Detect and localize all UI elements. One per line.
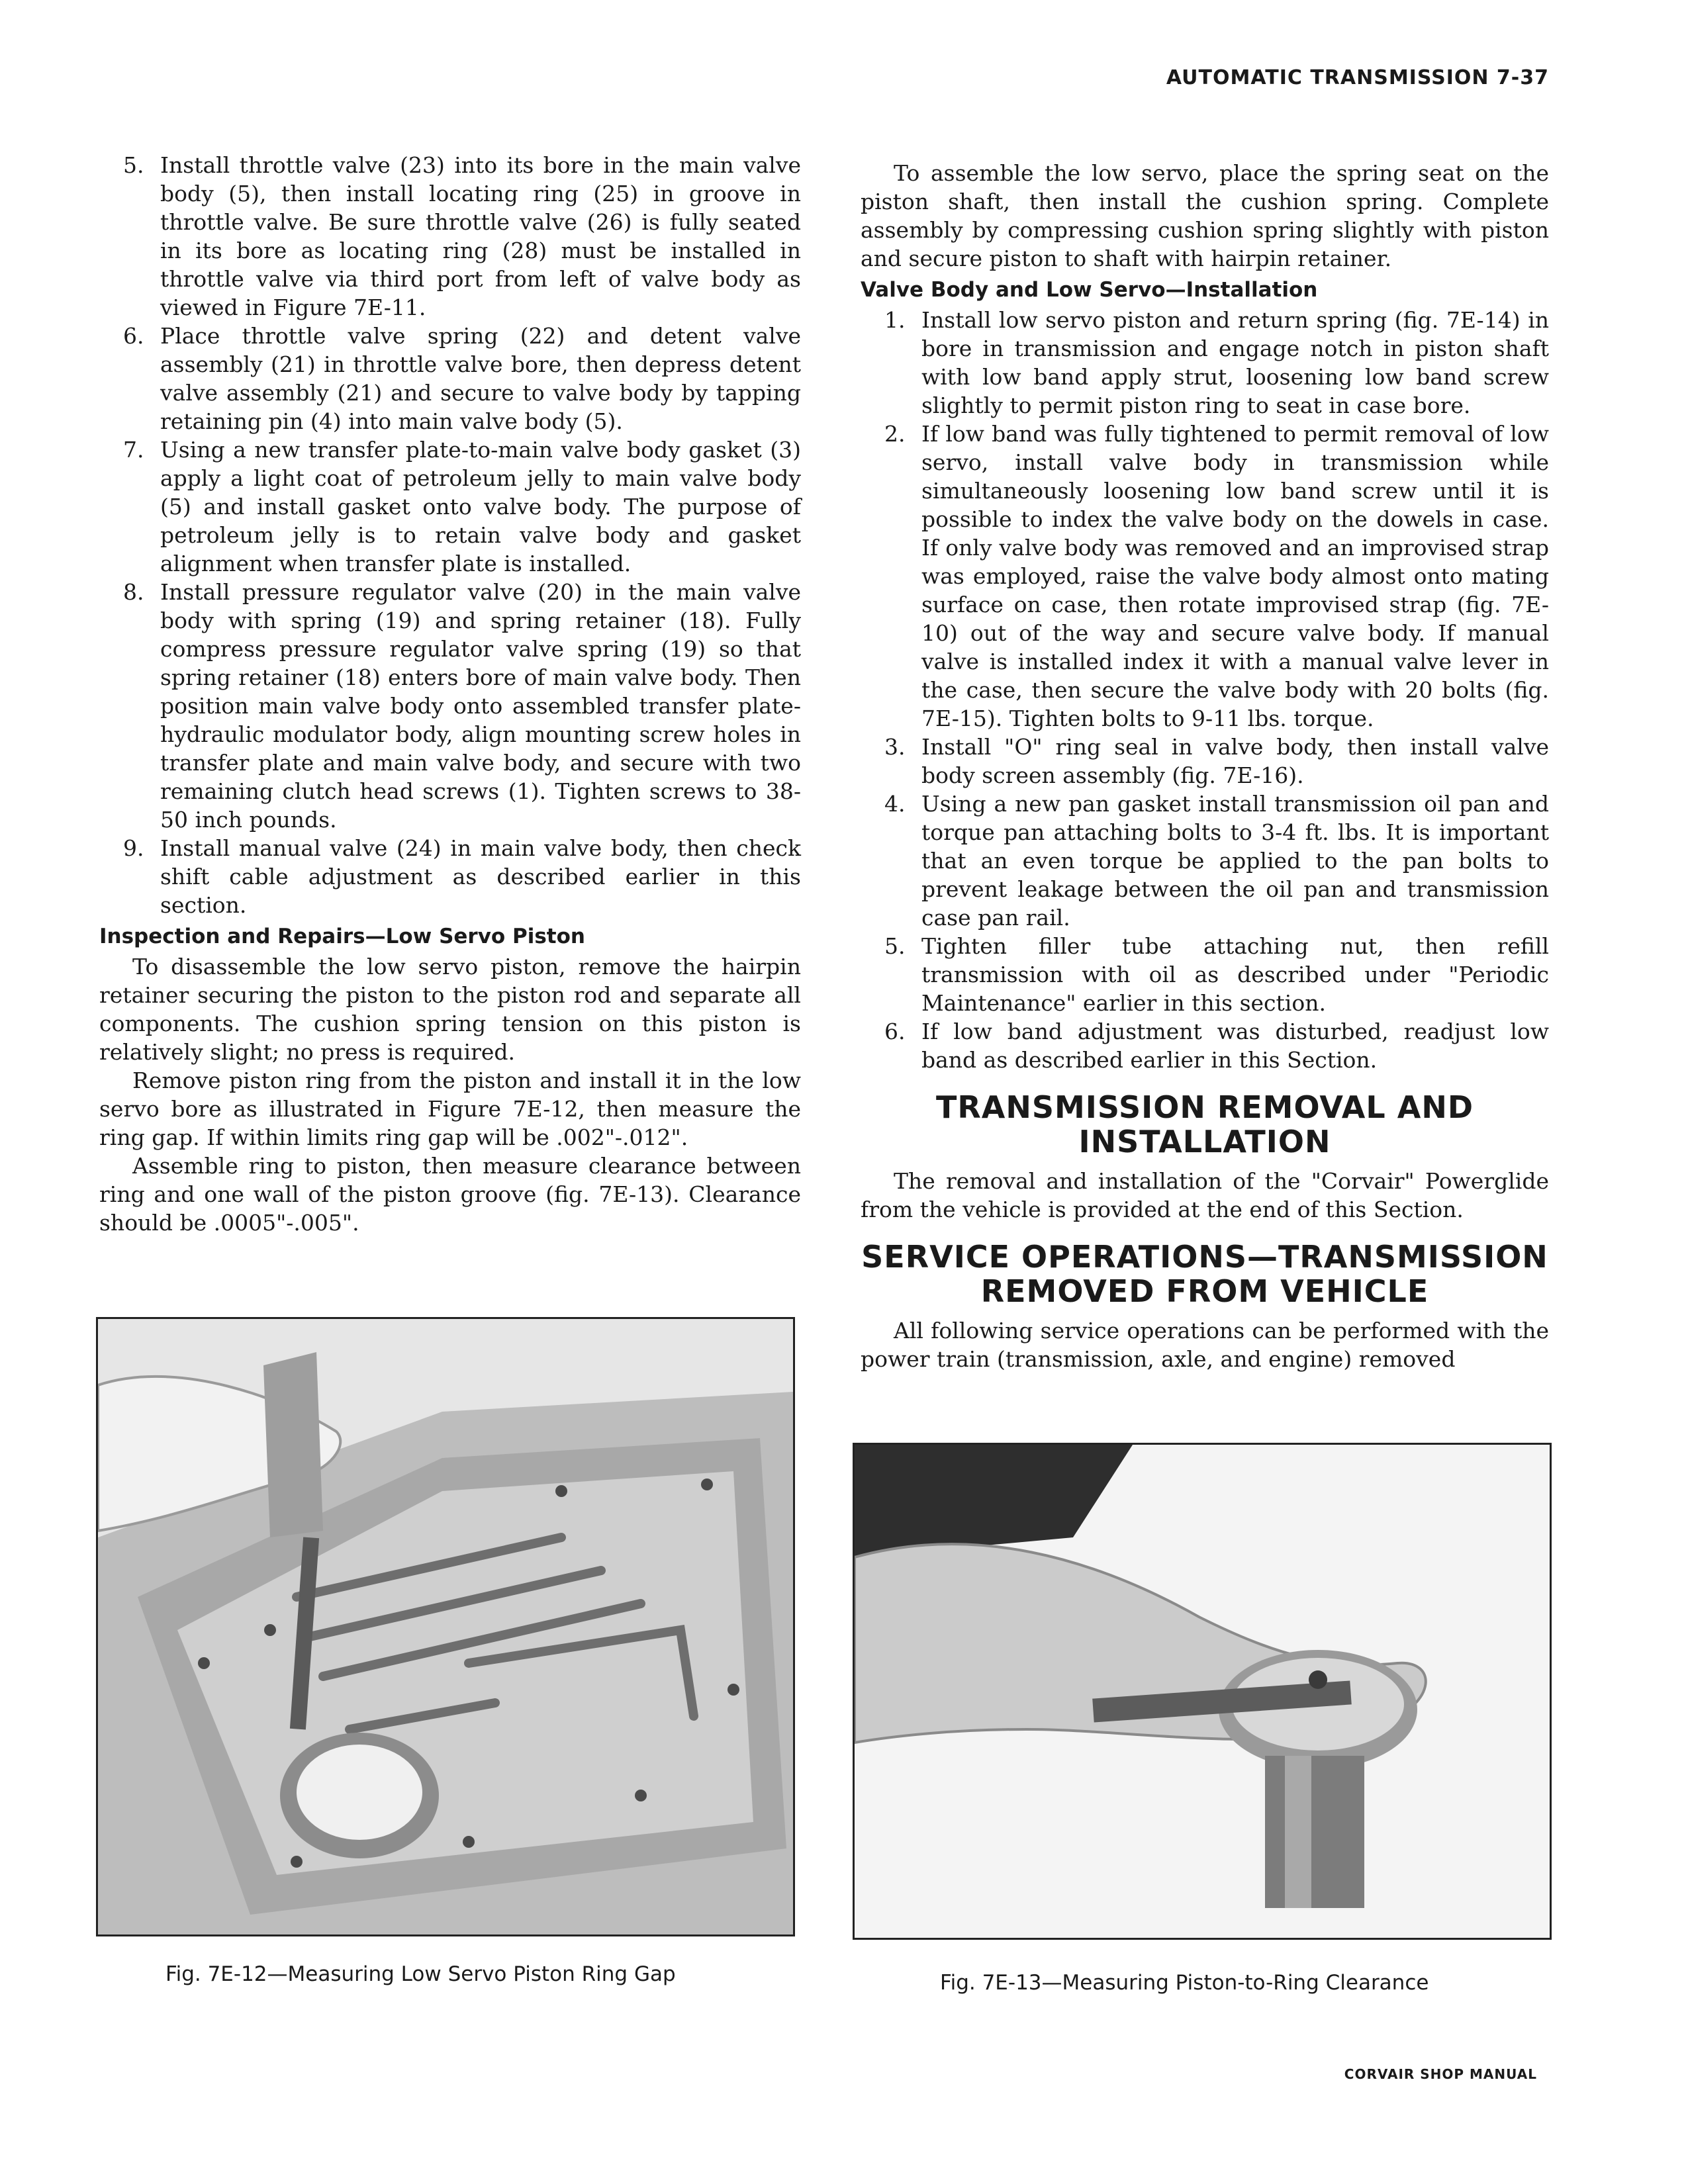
step-item: 5. Tighten filler tube attaching nut, then refill transmission with oil as described under "Periodic Maintenance" earlier in this section. (884, 933, 1549, 1016)
removal-paragraph: The removal and installation of the "Corvair" Powerglide from the vehicle is provided at the end of this Section. (861, 1168, 1549, 1222)
step-item: 6. If low band adjustment was disturbed, readjust low band as described earlier in this Section. (884, 1019, 1549, 1073)
piston-clearance-photo-illustration (855, 1445, 1550, 1938)
installation-steps (861, 306, 1549, 1074)
step-item: 9. Install manual valve (24) in main valve body, then check shift cable adjustment as described earlier in this section. (123, 835, 801, 918)
valve-body-photo-illustration (98, 1319, 793, 1934)
inspection-paragraph: Assemble ring to piston, then measure clearance between ring and one wall of the piston groove (fig. 7E-13). Clearance should be .0005"-.005". (99, 1153, 801, 1236)
step-item: 5. Install throttle valve (23) into its bore in the main valve body (5), then install locating ring (25) in groove in throttle valve. Be sure throttle valve (26) is fully seated in its bore as locating ring (28) must be installed in throttle valve via third port from left of valve body as viewed in Figure 7E-11. (123, 152, 801, 320)
figure-7e-13-caption: Fig. 7E-13—Measuring Piston-to-Ring Clearance (940, 1971, 1429, 1995)
removal-heading: TRANSMISSION REMOVAL AND INSTALLATION (935, 1089, 1474, 1160)
left-column (99, 151, 801, 1237)
inspection-paragraph: Remove piston ring from the piston and install it in the low servo bore as illustrated in Figure 7E-12, then measure the ring gap. If within limits ring gap will be .002"-.012". (99, 1068, 801, 1150)
right-column (861, 159, 1549, 1373)
figure-7e-13-photo (853, 1443, 1552, 1940)
step-item: 3. Install "O" ring seal in valve body, then install valve body screen assembly (fig. 7E-16). (884, 734, 1549, 788)
reassembly-steps (99, 151, 801, 919)
step-item: 6. Place throttle valve spring (22) and detent valve assembly (21) in throttle valve bore, then depress detent valve assembly (21) and secure to valve body by tapping retaining pin (4) into main valve body (5). (123, 323, 801, 434)
step-item: 1. Install low servo piston and return spring (fig. 7E-14) in bore in transmission and engage notch in piston shaft with low band apply strut, loosening low band screw slightly to permit piston ring to seat in case bore. (884, 307, 1549, 418)
figure-7e-12-caption: Fig. 7E-12—Measuring Low Servo Piston Ring Gap (165, 1962, 676, 1986)
inspection-heading: Inspection and Repairs—Low Servo Piston (99, 925, 585, 948)
figure-7e-12-photo (96, 1317, 795, 1936)
footer-manual-name: CORVAIR SHOP MANUAL (1344, 2066, 1537, 2082)
step-item: 4. Using a new pan gasket install transmission oil pan and torque pan attaching bolts to 3-4 ft. lbs. It is important that an even torque be applied to the pan bolts to prevent leakage between the oil pan and transmission case pan rail. (884, 791, 1549, 931)
step-item: 7. Using a new transfer plate-to-main valve body gasket (3) apply a light coat of petroleum jelly to main valve body (5) and install gasket onto valve body. The purpose of petroleum jelly is to retain valve body and gasket alignment when transfer plate is installed. (123, 437, 801, 576)
step-item: 8. Install pressure regulator valve (20) in the main valve body with spring (19) and spring retainer (18). Fully compress pressure regulator valve spring (19) so that spring retainer (18) enters bore of main valve body. Then position main valve body onto assembled transfer plate-hydraulic modulator body, align mounting screw holes in transfer plate and main valve body, and secure with two remaining clutch head screws (1). Tighten screws to 38-50 inch pounds. (123, 579, 801, 833)
running-header: AUTOMATIC TRANSMISSION 7-37 (1166, 66, 1549, 89)
step-item: 2. If low band was fully tightened to permit removal of low servo, install valve body in transmission while simultaneously loosening low band screw until it is possible to index the valve body on the dowels in case. If only valve body was removed and an improvised strap was employed, raise the valve body almost onto mating surface on case, then rotate improvised strap (fig. 7E-10) out of the way and secure valve body. If manual valve is installed index it with a manual valve lever in the case, then secure the valve body with 20 bolts (fig. 7E-15). Tighten bolts to 9-11 lbs. torque. (884, 421, 1549, 731)
service-paragraph: All following service operations can be performed with the power train (transmission, axle, and engine) removed (861, 1318, 1549, 1372)
installation-heading: Valve Body and Low Servo—Installation (861, 278, 1318, 302)
inspection-paragraph: To disassemble the low servo piston, remove the hairpin retainer securing the piston to the piston rod and separate all components. The cushion spring tension on this piston is relatively slight; no press is required. (99, 954, 801, 1065)
service-heading: SERVICE OPERATIONS—TRANSMISSION REMOVED FROM VEHICLE (861, 1239, 1548, 1309)
servo-assembly-paragraph: To assemble the low servo, place the spring seat on the piston shaft, then install the cushion spring. Complete assembly by compressing cushion spring slightly with piston and secure piston to shaft with hairpin retainer. (861, 160, 1549, 271)
